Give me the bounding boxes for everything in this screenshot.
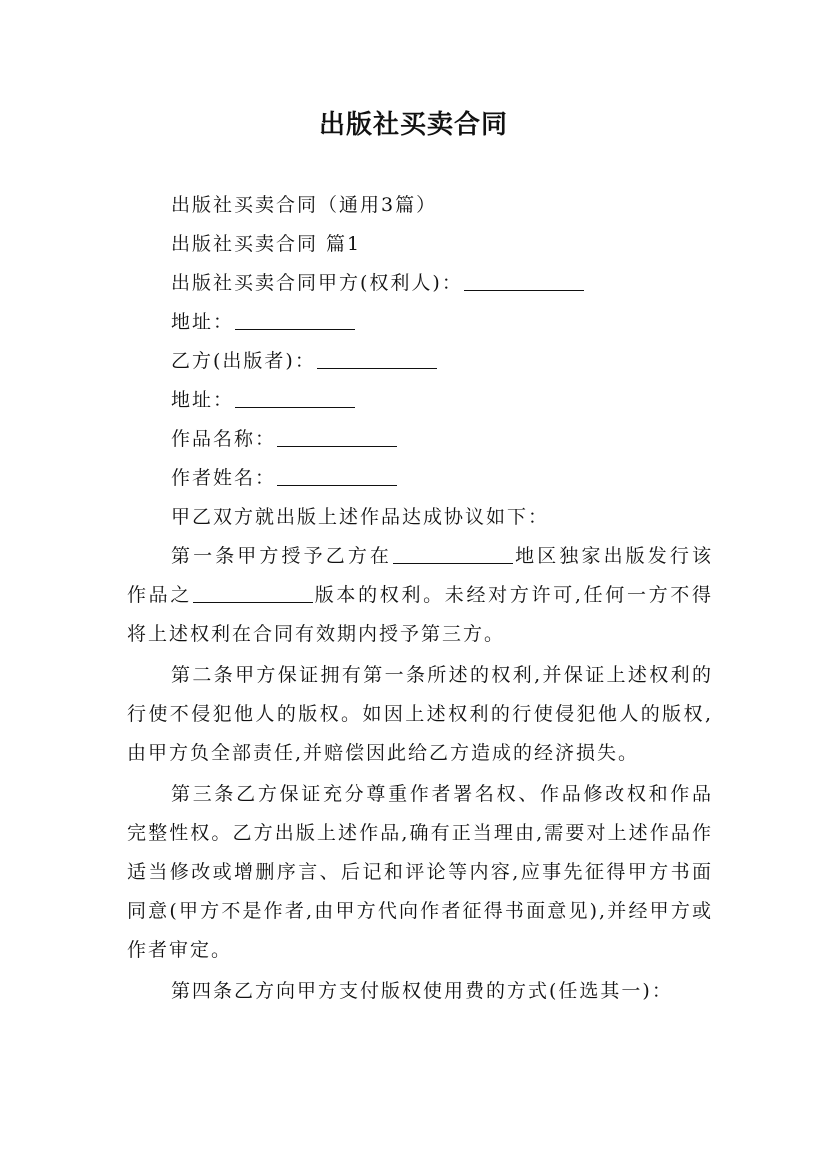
address-label-2: 地址： xyxy=(171,389,235,411)
party-a-blank xyxy=(464,289,584,291)
address-line-1 xyxy=(127,303,713,342)
article-1-part-3: 版本的权利。未经对方许可,任何一方不得将上述权利在合同有效期内授予第三方。 xyxy=(127,584,713,645)
agreement-intro: 甲乙双方就出版上述作品达成协议如下： xyxy=(171,506,550,528)
article-1-region-blank xyxy=(393,562,513,564)
article-1 xyxy=(127,537,713,654)
party-a-line xyxy=(127,264,713,303)
article-4: 第四条乙方向甲方支付版权使用费的方式(任选其一)： xyxy=(171,980,673,1002)
party-b-line xyxy=(127,342,713,381)
address-blank-2 xyxy=(235,406,355,408)
party-a-label: 出版社买卖合同甲方(权利人)： xyxy=(171,272,463,294)
work-name-line xyxy=(127,420,713,459)
address-line-2 xyxy=(127,381,713,420)
author-name-line xyxy=(127,459,713,498)
article-2: 第二条甲方保证拥有第一条所述的权利,并保证上述权利的行使不侵犯他人的版权。如因上述权利的行使侵犯他人的版权,由甲方负全部责任,并赔偿因此给乙方造成的经济损失。 xyxy=(127,664,713,764)
part-heading: 出版社买卖合同 篇1 xyxy=(171,233,362,255)
author-name-label: 作者姓名： xyxy=(171,467,277,489)
document-subtitle: 出版社买卖合同（通用3篇） xyxy=(171,194,438,216)
article-1-edition-blank xyxy=(193,601,313,603)
article-3: 第三条乙方保证充分尊重作者署名权、作品修改权和作品完整性权。乙方出版上述作品,确有正当理由,需要对上述作品作适当修改或增删序言、后记和评论等内容,应事先征得甲方书面同意(甲方不是作者,由甲方代向作者征得书面意见),并经甲方或作者审定。 xyxy=(127,783,713,961)
address-blank-1 xyxy=(235,328,355,330)
article-1-part-1: 第一条甲方授予乙方在 xyxy=(171,545,393,567)
article-1-part-2: 地区独家出版发行该作品之 xyxy=(127,545,713,606)
party-b-label: 乙方(出版者)： xyxy=(171,350,316,372)
document-body xyxy=(127,186,713,1011)
party-b-blank xyxy=(317,367,437,369)
work-name-label: 作品名称： xyxy=(171,428,277,450)
work-name-blank xyxy=(277,445,397,447)
author-name-blank xyxy=(277,484,397,486)
document-title: 出版社买卖合同 xyxy=(318,110,508,140)
address-label-1: 地址： xyxy=(171,311,235,333)
